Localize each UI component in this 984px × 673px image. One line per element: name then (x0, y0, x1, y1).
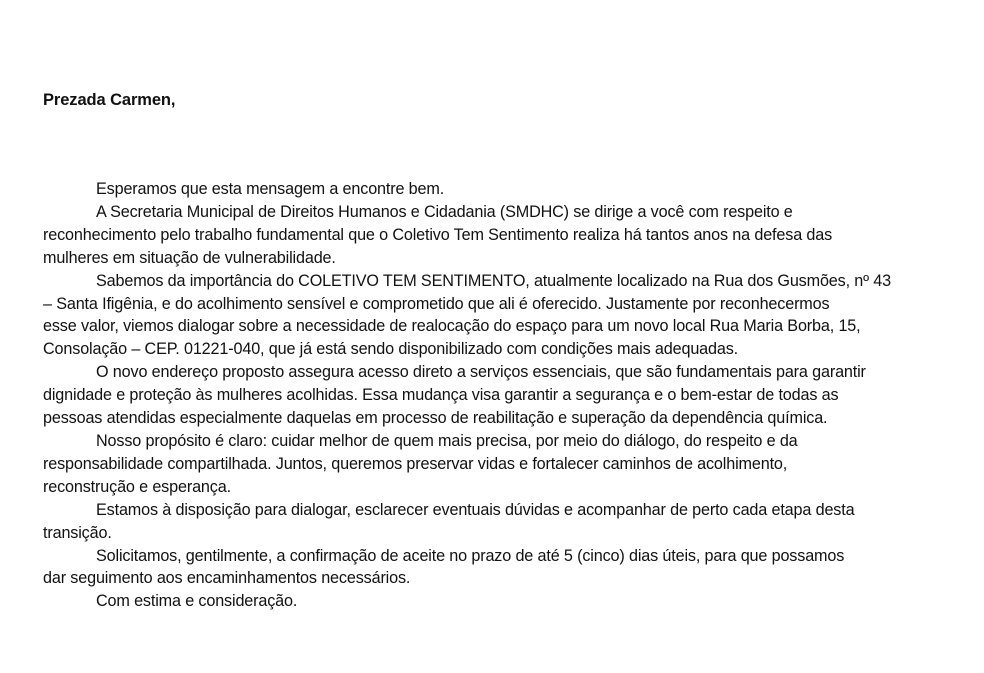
paragraph-line: dignidade e proteção às mulheres acolhidas. Essa mudança visa garantir a segurança e o bem-estar de todas as (43, 386, 839, 405)
paragraph-opening (43, 178, 943, 201)
paragraph-line: transição. (43, 523, 112, 542)
paragraph-line: esse valor, viemos dialogar sobre a necessidade de realocação do espaço para um novo local Rua Maria Borba, 15, (43, 317, 861, 336)
paragraph-new-address (43, 361, 943, 430)
paragraph-closing (43, 590, 943, 613)
paragraph-line: O novo endereço proposto assegura acesso direto a serviços essenciais, que são fundamentais para garantir (96, 363, 866, 382)
paragraph-line: Solicitamos, gentilmente, a confirmação de aceite no prazo de até 5 (cinco) dias úteis, para que possamos (96, 546, 845, 565)
paragraph-line: pessoas atendidas especialmente daquelas em processo de reabilitação e superação da dependência química. (43, 409, 828, 428)
paragraph-line: Esperamos que esta mensagem a encontre bem. (96, 180, 445, 198)
paragraph-line: A Secretaria Municipal de Direitos Humanos e Cidadania (SMDHC) se dirige a você com respeito e (96, 202, 793, 221)
paragraph-line: Sabemos da importância do COLETIVO TEM SENTIMENTO, atualmente localizado na Rua dos Gusmões, nº 43 (96, 271, 891, 290)
paragraph-line: – Santa Ifigênia, e do acolhimento sensível e comprometido que ali é oferecido. Justamente por reconhecermos (43, 294, 830, 313)
paragraph-line: mulheres em situação de vulnerabilidade. (43, 248, 336, 267)
letter-body (43, 178, 943, 613)
paragraph-introduction (43, 201, 943, 270)
paragraph-confirmation-request (43, 545, 943, 591)
paragraph-line: Consolação – CEP. 01221-040, que já está sendo disponibilizado com condições mais adequadas. (43, 340, 739, 359)
paragraph-availability (43, 499, 943, 545)
paragraph-line: reconhecimento pelo trabalho fundamental que o Coletivo Tem Sentimento realiza há tantos anos na defesa das (43, 225, 833, 244)
paragraph-line: reconstrução e esperança. (43, 477, 231, 496)
paragraph-relocation (43, 270, 943, 362)
paragraph-line: Nosso propósito é claro: cuidar melhor de quem mais precisa, por meio do diálogo, do respeito e da (96, 431, 798, 450)
paragraph-purpose (43, 430, 943, 499)
paragraph-line: Com estima e consideração. (96, 592, 298, 611)
paragraph-line: dar seguimento aos encaminhamentos necessários. (43, 569, 411, 588)
paragraph-line: Estamos à disposição para dialogar, esclarecer eventuais dúvidas e acompanhar de perto cada etapa desta (96, 500, 855, 519)
letter-greeting: Prezada Carmen, (43, 91, 176, 109)
paragraph-line: responsabilidade compartilhada. Juntos, queremos preservar vidas e fortalecer caminhos de acolhimento, (43, 454, 788, 473)
